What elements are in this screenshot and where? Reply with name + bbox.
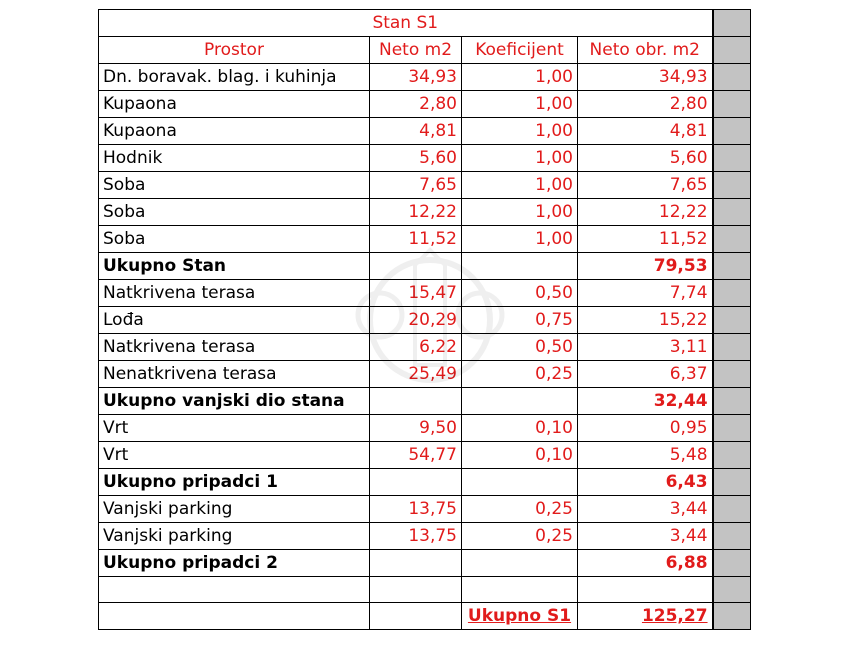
table-row xyxy=(99,118,751,145)
gray-cell xyxy=(713,523,751,550)
gray-cell xyxy=(713,388,751,415)
gray-cell xyxy=(713,226,751,253)
table-row xyxy=(99,334,751,361)
cell-obr: 0,95 xyxy=(578,415,713,442)
cell-neto: 25,49 xyxy=(370,361,462,388)
subtotal-row xyxy=(99,469,751,496)
cell-obr: 4,81 xyxy=(578,118,713,145)
table-row xyxy=(99,442,751,469)
cell-koef: 0,25 xyxy=(462,361,578,388)
cell-neto: 15,47 xyxy=(370,280,462,307)
header-prostor: Prostor xyxy=(99,37,370,64)
header-koef: Koeficijent xyxy=(462,37,578,64)
table-row xyxy=(99,307,751,334)
cell-obr: 34,93 xyxy=(578,64,713,91)
table-row xyxy=(99,415,751,442)
gray-cell xyxy=(713,91,751,118)
cell-koef: 1,00 xyxy=(462,118,578,145)
cell-obr: 2,80 xyxy=(578,91,713,118)
cell-koef xyxy=(462,253,578,280)
cell-koef: 0,50 xyxy=(462,334,578,361)
cell-koef: 0,25 xyxy=(462,496,578,523)
cell-neto xyxy=(370,550,462,577)
cell-empty xyxy=(99,603,370,630)
gray-cell xyxy=(713,64,751,91)
gray-cell xyxy=(713,37,751,64)
table-row xyxy=(99,64,751,91)
gray-cell xyxy=(713,145,751,172)
cell-obr: 32,44 xyxy=(578,388,713,415)
cell-neto: 12,22 xyxy=(370,199,462,226)
cell-obr: 7,65 xyxy=(578,172,713,199)
subtotal-row xyxy=(99,550,751,577)
gray-cell xyxy=(713,603,751,630)
table-row xyxy=(99,91,751,118)
cell-prostor: Ukupno pripadci 2 xyxy=(99,550,370,577)
table-row xyxy=(99,172,751,199)
table-row xyxy=(99,280,751,307)
gray-cell xyxy=(713,199,751,226)
cell-prostor: Soba xyxy=(99,199,370,226)
cell-prostor: Soba xyxy=(99,172,370,199)
cell-obr: 6,37 xyxy=(578,361,713,388)
cell-prostor: Hodnik xyxy=(99,145,370,172)
gray-cell xyxy=(713,415,751,442)
cell-neto: 13,75 xyxy=(370,496,462,523)
cell-koef: 1,00 xyxy=(462,172,578,199)
cell-prostor: Ukupno Stan xyxy=(99,253,370,280)
cell-neto xyxy=(370,388,462,415)
gray-cell xyxy=(713,118,751,145)
cell-koef: 1,00 xyxy=(462,145,578,172)
cell-neto: 34,93 xyxy=(370,64,462,91)
cell-prostor: Soba xyxy=(99,226,370,253)
cell-prostor: Lođa xyxy=(99,307,370,334)
table-row xyxy=(99,199,751,226)
cell-obr: 15,22 xyxy=(578,307,713,334)
cell-obr: 6,88 xyxy=(578,550,713,577)
cell-obr: 5,48 xyxy=(578,442,713,469)
table-row xyxy=(99,145,751,172)
gray-cell xyxy=(713,550,751,577)
area-table xyxy=(98,9,751,630)
cell-obr: 3,11 xyxy=(578,334,713,361)
cell-neto: 9,50 xyxy=(370,415,462,442)
cell-obr xyxy=(578,577,713,603)
cell-neto: 7,65 xyxy=(370,172,462,199)
total-value: 125,27 xyxy=(578,603,713,630)
table-row xyxy=(99,226,751,253)
table-row xyxy=(99,361,751,388)
cell-obr: 3,44 xyxy=(578,496,713,523)
header-obr: Neto obr. m2 xyxy=(578,37,713,64)
cell-koef: 1,00 xyxy=(462,64,578,91)
cell-koef: 1,00 xyxy=(462,91,578,118)
cell-prostor: Vrt xyxy=(99,442,370,469)
cell-prostor: Vrt xyxy=(99,415,370,442)
cell-neto: 2,80 xyxy=(370,91,462,118)
cell-neto xyxy=(370,469,462,496)
cell-koef: 0,50 xyxy=(462,280,578,307)
cell-obr: 6,43 xyxy=(578,469,713,496)
gray-cell xyxy=(713,469,751,496)
table-row xyxy=(99,496,751,523)
cell-prostor: Ukupno pripadci 1 xyxy=(99,469,370,496)
cell-prostor: Dn. boravak. blag. i kuhinja xyxy=(99,64,370,91)
cell-neto: 20,29 xyxy=(370,307,462,334)
cell-neto: 54,77 xyxy=(370,442,462,469)
cell-obr: 11,52 xyxy=(578,226,713,253)
cell-obr: 7,74 xyxy=(578,280,713,307)
cell-koef xyxy=(462,388,578,415)
total-row xyxy=(99,603,751,630)
table-row xyxy=(99,577,751,603)
gray-cell xyxy=(713,577,751,603)
cell-koef xyxy=(462,550,578,577)
cell-prostor: Kupaona xyxy=(99,118,370,145)
cell-prostor: Natkrivena terasa xyxy=(99,334,370,361)
cell-prostor: Ukupno vanjski dio stana xyxy=(99,388,370,415)
gray-cell xyxy=(713,496,751,523)
subtotal-row xyxy=(99,253,751,280)
cell-koef: 1,00 xyxy=(462,226,578,253)
cell-prostor: Nenatkrivena terasa xyxy=(99,361,370,388)
title-row xyxy=(99,10,751,37)
cell-koef: 0,10 xyxy=(462,415,578,442)
cell-koef xyxy=(462,577,578,603)
cell-neto xyxy=(370,577,462,603)
table-title: Stan S1 xyxy=(99,10,713,37)
cell-koef: 0,75 xyxy=(462,307,578,334)
cell-koef xyxy=(462,469,578,496)
cell-neto: 13,75 xyxy=(370,523,462,550)
gray-cell xyxy=(713,280,751,307)
total-label: Ukupno S1 xyxy=(462,603,578,630)
cell-obr: 3,44 xyxy=(578,523,713,550)
cell-neto: 11,52 xyxy=(370,226,462,253)
cell-prostor: Vanjski parking xyxy=(99,496,370,523)
cell-koef: 0,25 xyxy=(462,523,578,550)
gray-cell xyxy=(713,10,751,37)
header-row xyxy=(99,37,751,64)
cell-empty xyxy=(370,603,462,630)
cell-obr: 12,22 xyxy=(578,199,713,226)
table-row xyxy=(99,523,751,550)
cell-neto: 4,81 xyxy=(370,118,462,145)
cell-neto: 5,60 xyxy=(370,145,462,172)
cell-neto: 6,22 xyxy=(370,334,462,361)
gray-cell xyxy=(713,307,751,334)
cell-prostor: Kupaona xyxy=(99,91,370,118)
cell-koef: 0,10 xyxy=(462,442,578,469)
gray-cell xyxy=(713,172,751,199)
cell-obr: 79,53 xyxy=(578,253,713,280)
cell-koef: 1,00 xyxy=(462,199,578,226)
subtotal-row xyxy=(99,388,751,415)
header-neto: Neto m2 xyxy=(370,37,462,64)
gray-cell xyxy=(713,253,751,280)
cell-neto xyxy=(370,253,462,280)
gray-cell xyxy=(713,334,751,361)
cell-prostor xyxy=(99,577,370,603)
cell-prostor: Vanjski parking xyxy=(99,523,370,550)
gray-cell xyxy=(713,361,751,388)
gray-cell xyxy=(713,442,751,469)
cell-prostor: Natkrivena terasa xyxy=(99,280,370,307)
cell-obr: 5,60 xyxy=(578,145,713,172)
